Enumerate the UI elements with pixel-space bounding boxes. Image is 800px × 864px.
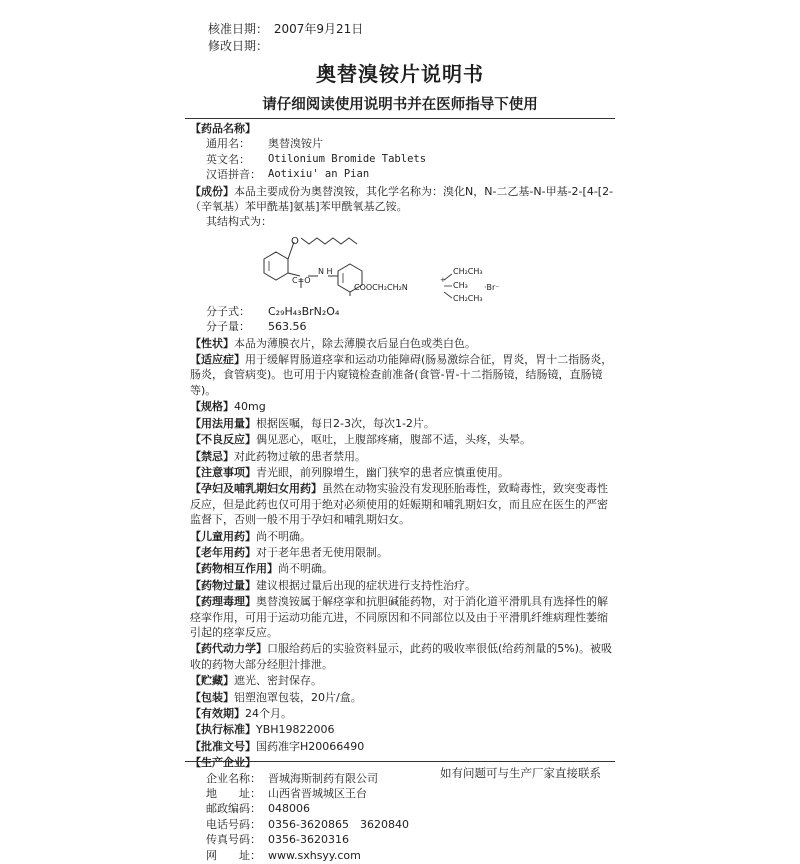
plus-charge-label: + [440,275,446,284]
ethyl-label-2: CH₂CH₃ [453,293,483,303]
fax-row [190,832,615,847]
section-text: 根据医嘱，每日2-3次，每次1-2片。 [256,416,435,430]
ester-label: COOCH₂CH₂N [354,282,408,292]
field-key: 地 址： [206,787,261,801]
field-value: 048006 [268,802,310,816]
section-text: 遮光、密封保存。 [234,674,322,688]
section-tag: 【规格】 [190,400,234,414]
revision-date-label: 修改日期： [208,39,269,53]
section-tag: 【不良反应】 [190,433,256,447]
field-value: 0356-3620316 [268,833,349,847]
section-tag: 【药品名称】 [190,122,256,135]
formula-row [190,304,615,319]
section-storage [190,673,615,688]
section-text: 本品为薄膜衣片，除去薄膜衣后显白色或类白色。 [234,336,476,350]
section-tag: 【贮藏】 [190,674,234,688]
section-text: 40mg [234,400,266,414]
footer-contact-note: 如有问题可与生产厂家直接联系 [440,766,601,780]
structural-formula-drawing [206,230,506,304]
field-value: www.sxhsyy.com [268,848,361,862]
postcode-row [190,801,615,816]
field-value: Aotixiu' an Pian [268,168,370,181]
section-tag: 【适应症】 [190,353,245,367]
field-key: 汉语拼音： [206,168,261,182]
section-tag: 【成份】 [190,184,234,198]
section-composition [190,184,615,335]
field-value: 0356-3620865 3620840 [268,817,409,831]
section-pediatric [190,529,615,544]
section-text: 国药准字H20066490 [256,739,365,753]
section-text: 奥替溴铵属于解痉挛和抗胆碱能药物，对于消化道平滑肌具有选择性的解痉挛作用，可用于运动功能亢进，不同原因和不同部位以及由于平滑肌纤维病理性萎缩引起的痉挛反应。 [190,595,608,639]
field-key: 企业名称： [206,771,261,785]
oxygen-atom-label: O [291,235,299,247]
section-indications [190,352,615,398]
section-drug-name [190,121,615,183]
section-text: 口服给药后的实验资料显示，此药的吸收率很低(给药剂量的5%)。被吸收的药物大部分经胆汁排泄。 [190,642,613,671]
section-text: YBH19822006 [256,723,335,737]
section-overdose [190,578,615,593]
section-pharmacokinetics [190,641,615,672]
section-text: 对于老年患者无使用限制。 [256,545,388,559]
mass-row [190,319,615,334]
section-text: 24个月。 [245,707,292,720]
section-tag: 【药物过量】 [190,578,256,592]
section-text: 虽然在动物实验没有发现胚胎毒性，致畸毒性，致突变毒性反应，但是此药也仅可用于绝对必须使用的妊娠期和哺乳期妇女，而且应在医生的严密监督下，否则一般不用于孕妇和哺乳期妇女。 [190,482,608,527]
section-tag: 【执行标准】 [190,723,256,737]
section-precautions [190,465,615,480]
section-interactions [190,561,615,576]
section-text: 建议根据过量后出现的症状进行支持性治疗。 [256,578,476,592]
section-tag: 【药理毒理】 [190,595,256,609]
section-packaging [190,690,615,705]
section-text: 对此药物过敏的患者禁用。 [234,449,366,463]
section-text: 尚不明确。 [278,562,333,576]
field-key: 邮政编码： [206,802,261,816]
field-key: 分子量： [206,320,250,334]
phone-row [190,817,615,832]
approval-date-value: 2007年9月21日 [273,22,364,36]
molecular-formula: C₂₉H₄₃BrN₂O₄ [268,304,340,318]
document-subtitle: 请仔细阅读使用说明书并在医师指导下使用 [262,97,538,113]
section-standard [190,722,615,737]
carbonyl-label: C=O [292,275,311,285]
section-tag: 【药物相互作用】 [190,562,278,576]
leaflet-body [190,121,615,864]
document-title: 奥替溴铵片说明书 [316,62,484,86]
section-pharmacology [190,594,615,640]
revision-date-line [208,38,270,54]
methyl-label: CH₃ [453,280,468,290]
section-tag: 【儿童用药】 [190,529,256,543]
pinyin-name-row [190,167,615,182]
field-value: 山西省晋城城区王台 [268,787,367,801]
section-text: 尚不明确。 [256,529,311,543]
section-description [190,336,615,351]
field-key: 电话号码： [206,817,261,831]
field-key: 网 址： [206,848,261,862]
section-tag: 【包装】 [190,690,234,704]
section-tag: 【禁忌】 [190,449,234,463]
ethyl-label-1: CH₂CH₃ [453,266,483,276]
field-key: 通用名： [206,137,250,151]
field-key: 分子式： [206,304,250,318]
section-tag: 【有效期】 [190,707,245,720]
generic-name-row [190,136,615,151]
section-shelf-life [190,706,615,721]
english-name-row [190,152,615,167]
approval-date-label: 核准日期： [208,22,269,36]
section-contraindications [190,449,615,464]
address-row [190,786,615,801]
field-value: 晋城海斯制药有限公司 [268,771,378,785]
top-rule [185,118,615,119]
section-tag: 【批准文号】 [190,739,256,753]
molecular-mass: 563.56 [268,320,307,334]
section-tag: 【生产企业】 [190,756,256,770]
section-tag: 【用法用量】 [190,416,256,430]
section-tag: 【注意事项】 [190,465,256,479]
section-pregnancy [190,481,615,527]
section-text: 本品主要成份为奥替溴铵，其化学名称为：溴化N，N-二乙基-N-甲基-2-[4-[2-（辛氧基）苯甲酰基]氨基]苯甲酰氧基乙铵。 [190,184,614,214]
approval-date-line [208,21,363,37]
section-text: 用于缓解胃肠道痉挛和运动功能障碍(肠易激综合征，胃炎，胃十二指肠炎，肠炎，食管病变)。也可用于内窥镜检查前准备(食管-胃-十二指肠镜，结肠镜，直肠镜等)。 [190,353,613,397]
section-geriatric [190,545,615,560]
bottom-rule [185,761,615,762]
section-tag: 【药代动力学】 [190,642,267,656]
section-dosage [190,416,615,431]
field-key: 传真号码： [206,833,261,847]
composition-paragraph [190,184,615,215]
structure-label: 其结构式为： [206,215,272,229]
section-text: 青光眼，前列腺增生，幽门狭窄的患者应慎重使用。 [256,465,509,479]
website-row [190,848,615,863]
section-tag: 【性状】 [190,336,234,350]
section-approval-number [190,739,615,754]
amide-nh-label: N H [318,266,333,276]
section-text: 偶见恶心，呕吐，上腹部疼痛，腹部不适，头疼，头晕。 [256,433,531,447]
bromide-label: ·Br⁻ [484,282,500,292]
section-text: 铝塑泡罩包装，20片/盒。 [234,690,362,704]
field-value: Otilonium Bromide Tablets [268,152,427,165]
section-adverse-reactions [190,432,615,447]
field-value: 奥替溴铵片 [268,137,323,151]
field-key: 英文名： [206,152,250,166]
section-tag: 【孕妇及哺乳期妇女用药】 [190,482,322,496]
section-strength [190,399,615,414]
section-tag: 【老年用药】 [190,545,256,559]
structural-formula [206,230,615,304]
